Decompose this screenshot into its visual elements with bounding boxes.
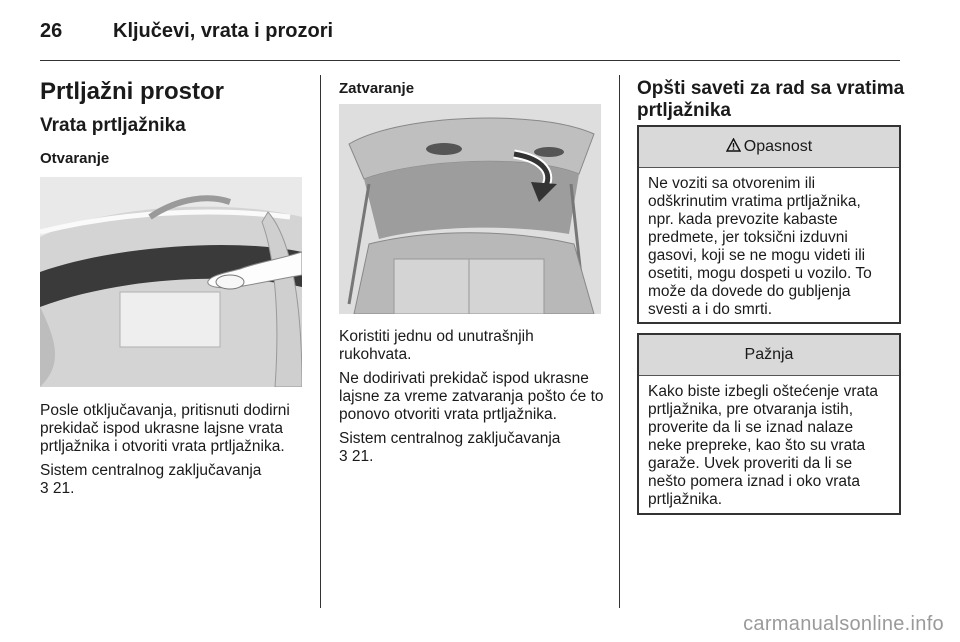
- col2-text: [339, 328, 609, 472]
- header-rule: [40, 60, 900, 61]
- col1-page-reference: 3 21.: [40, 480, 75, 497]
- column-divider-1: [320, 75, 321, 608]
- tailgate-opening-illustration: [40, 177, 302, 387]
- chapter-title: Ključevi, vrata i prozori: [113, 20, 334, 42]
- page-number: 26: [40, 20, 63, 42]
- column-divider-2: [619, 75, 620, 608]
- watermark: carmanualsonline.info: [743, 613, 944, 635]
- caution-box: [637, 333, 901, 515]
- col1-paragraph-1: Posle otključavanja, pritisnuti dodirni prekidač ispod ukrasne lajsne vrata prtljažnika i otvoriti vrata prtljažnika.: [40, 402, 290, 455]
- tailgate-closing-illustration: [339, 104, 601, 314]
- caution-box-title: Pažnja: [744, 346, 794, 363]
- col2-page-reference: 3 21.: [339, 448, 374, 465]
- heading-closing: Zatvaranje: [339, 80, 415, 97]
- warning-triangle-icon: [726, 138, 741, 157]
- col1-text: [40, 402, 310, 504]
- subsection-title: Vrata prtljažnika: [40, 115, 186, 136]
- col2-paragraph-2: Ne dodirivati prekidač ispod ukrasne lajsne za vreme zatvaranja pošto će to ponovo otvoriti vrata prtljažnika.: [339, 370, 604, 423]
- danger-box-header: [639, 127, 899, 168]
- general-advice-heading: Opšti saveti za rad sa vratima prtljažnika: [637, 78, 905, 121]
- section-title: Prtljažni prostor: [40, 78, 225, 105]
- caution-box-text: Kako biste izbegli oštećenje vrata prtljažnika, pre otvaranja istih, proverite da li se iznad nalaze neke prepreke, kao što su vrata garaže. Uvek proveriti da li se nešto pomera iznad i oko vrata prtljažnika.: [648, 383, 879, 508]
- danger-box-text: Ne voziti sa otvorenim ili odškrinutim vratima prtljažnika, npr. kada prevozite kabaste predmete, jer toksični izduvni gasovi, koji se ne mogu videti ili osetiti, mogu dospeti u vozilo. To može da dovede do gubljenja svesti a i do smrti.: [648, 175, 872, 318]
- col1-paragraph-2: Sistem centralnog zaključavanja: [40, 462, 262, 479]
- col2-paragraph-3: Sistem centralnog zaključavanja: [339, 430, 561, 447]
- caution-box-header: [639, 335, 899, 376]
- col2-paragraph-1: Koristiti jednu od unutrašnjih rukohvata.: [339, 328, 534, 363]
- heading-opening: Otvaranje: [40, 150, 110, 167]
- danger-box: [637, 125, 901, 324]
- danger-box-title: Opasnost: [743, 138, 813, 155]
